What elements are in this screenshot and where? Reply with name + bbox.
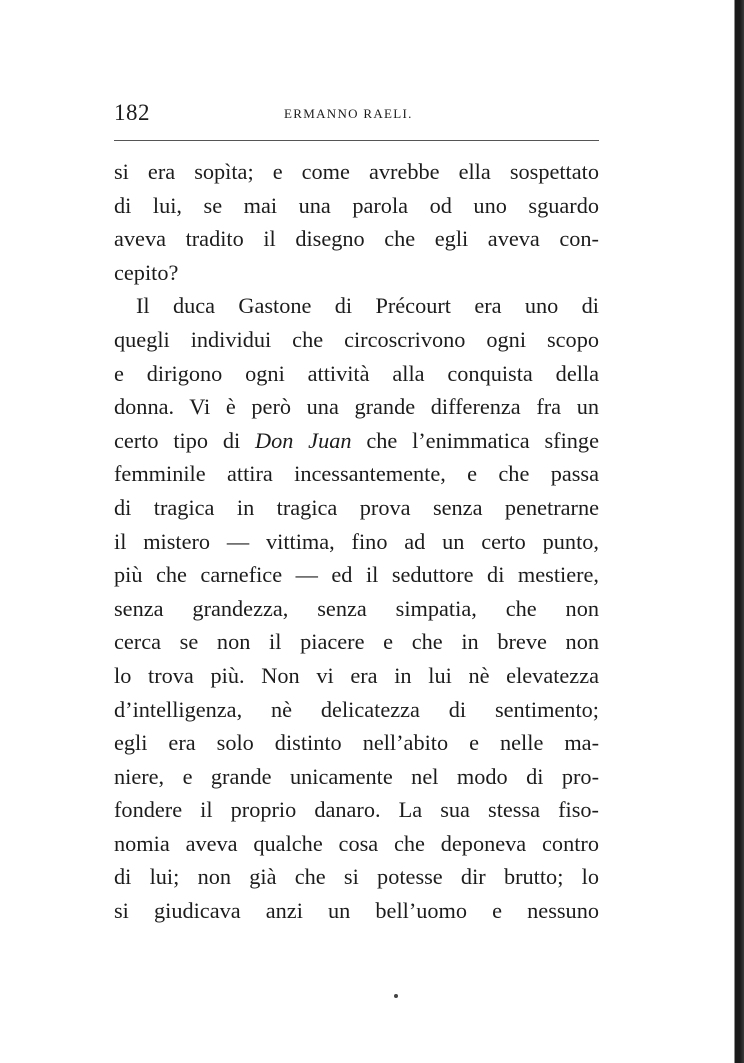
text-fragment: che l’enimmatica sfinge <box>351 427 599 453</box>
text-line: di lui, se mai una parola od uno sguardo <box>114 192 599 218</box>
italic-title: Don Juan <box>254 427 352 453</box>
text-line: quegli individui che circoscrivono ogni scopo <box>114 326 599 352</box>
text-line: il mistero — vittima, fino ad un certo punto, <box>114 528 599 554</box>
text-line: si era sopìta; e come avrebbe ella sospettato <box>114 159 599 184</box>
text-line: di lui; non già che si potesse dir brutto; lo <box>114 864 599 890</box>
text-line: donna. Vi è però una grande differenza fra un <box>114 394 599 420</box>
page-edge-shadow <box>730 0 744 1063</box>
text-line <box>114 424 599 458</box>
text-line: lo trova più. Non vi era in lui nè elevatezza <box>114 662 599 688</box>
running-head: ERMANNO RAELI. <box>284 106 413 121</box>
header-rule <box>114 140 599 141</box>
text-fragment: certo tipo di <box>114 427 255 453</box>
text-line: più che carnefice — ed il seduttore di mestiere, <box>114 562 599 588</box>
text-line: nomia aveva qualche cosa che deponeva contro <box>114 830 599 856</box>
text-line: si giudicava anzi un bell’uomo e nessuno <box>114 898 599 924</box>
text-line: fondere il proprio danaro. La sua stessa fiso- <box>114 797 599 823</box>
text-line: senza grandezza, senza simpatia, che non <box>114 595 599 621</box>
text-line: egli era solo distinto nell’abito e nelle ma- <box>114 730 599 756</box>
text-line: femminile attira incessantemente, e che passa <box>114 461 599 487</box>
text-line: d’intelligenza, nè delicatezza di sentimento; <box>114 696 599 722</box>
body-text <box>114 155 599 928</box>
text-line: aveva tradito il disegno che egli aveva con- <box>114 226 599 252</box>
text-line: di tragica in tragica prova senza penetrarne <box>114 494 599 520</box>
text-line: e dirigono ogni attività alla conquista della <box>114 360 599 386</box>
page-number: 182 <box>114 100 150 125</box>
text-line: cerca se non il piacere e che in breve non <box>114 629 599 655</box>
print-speck <box>394 994 398 998</box>
page-header <box>114 100 599 132</box>
text-line: cepito? <box>114 259 179 285</box>
text-line: niere, e grande unicamente nel modo di pro- <box>114 763 599 789</box>
text-line-paragraph-start: Il duca Gastone di Précourt era uno di <box>136 293 599 319</box>
